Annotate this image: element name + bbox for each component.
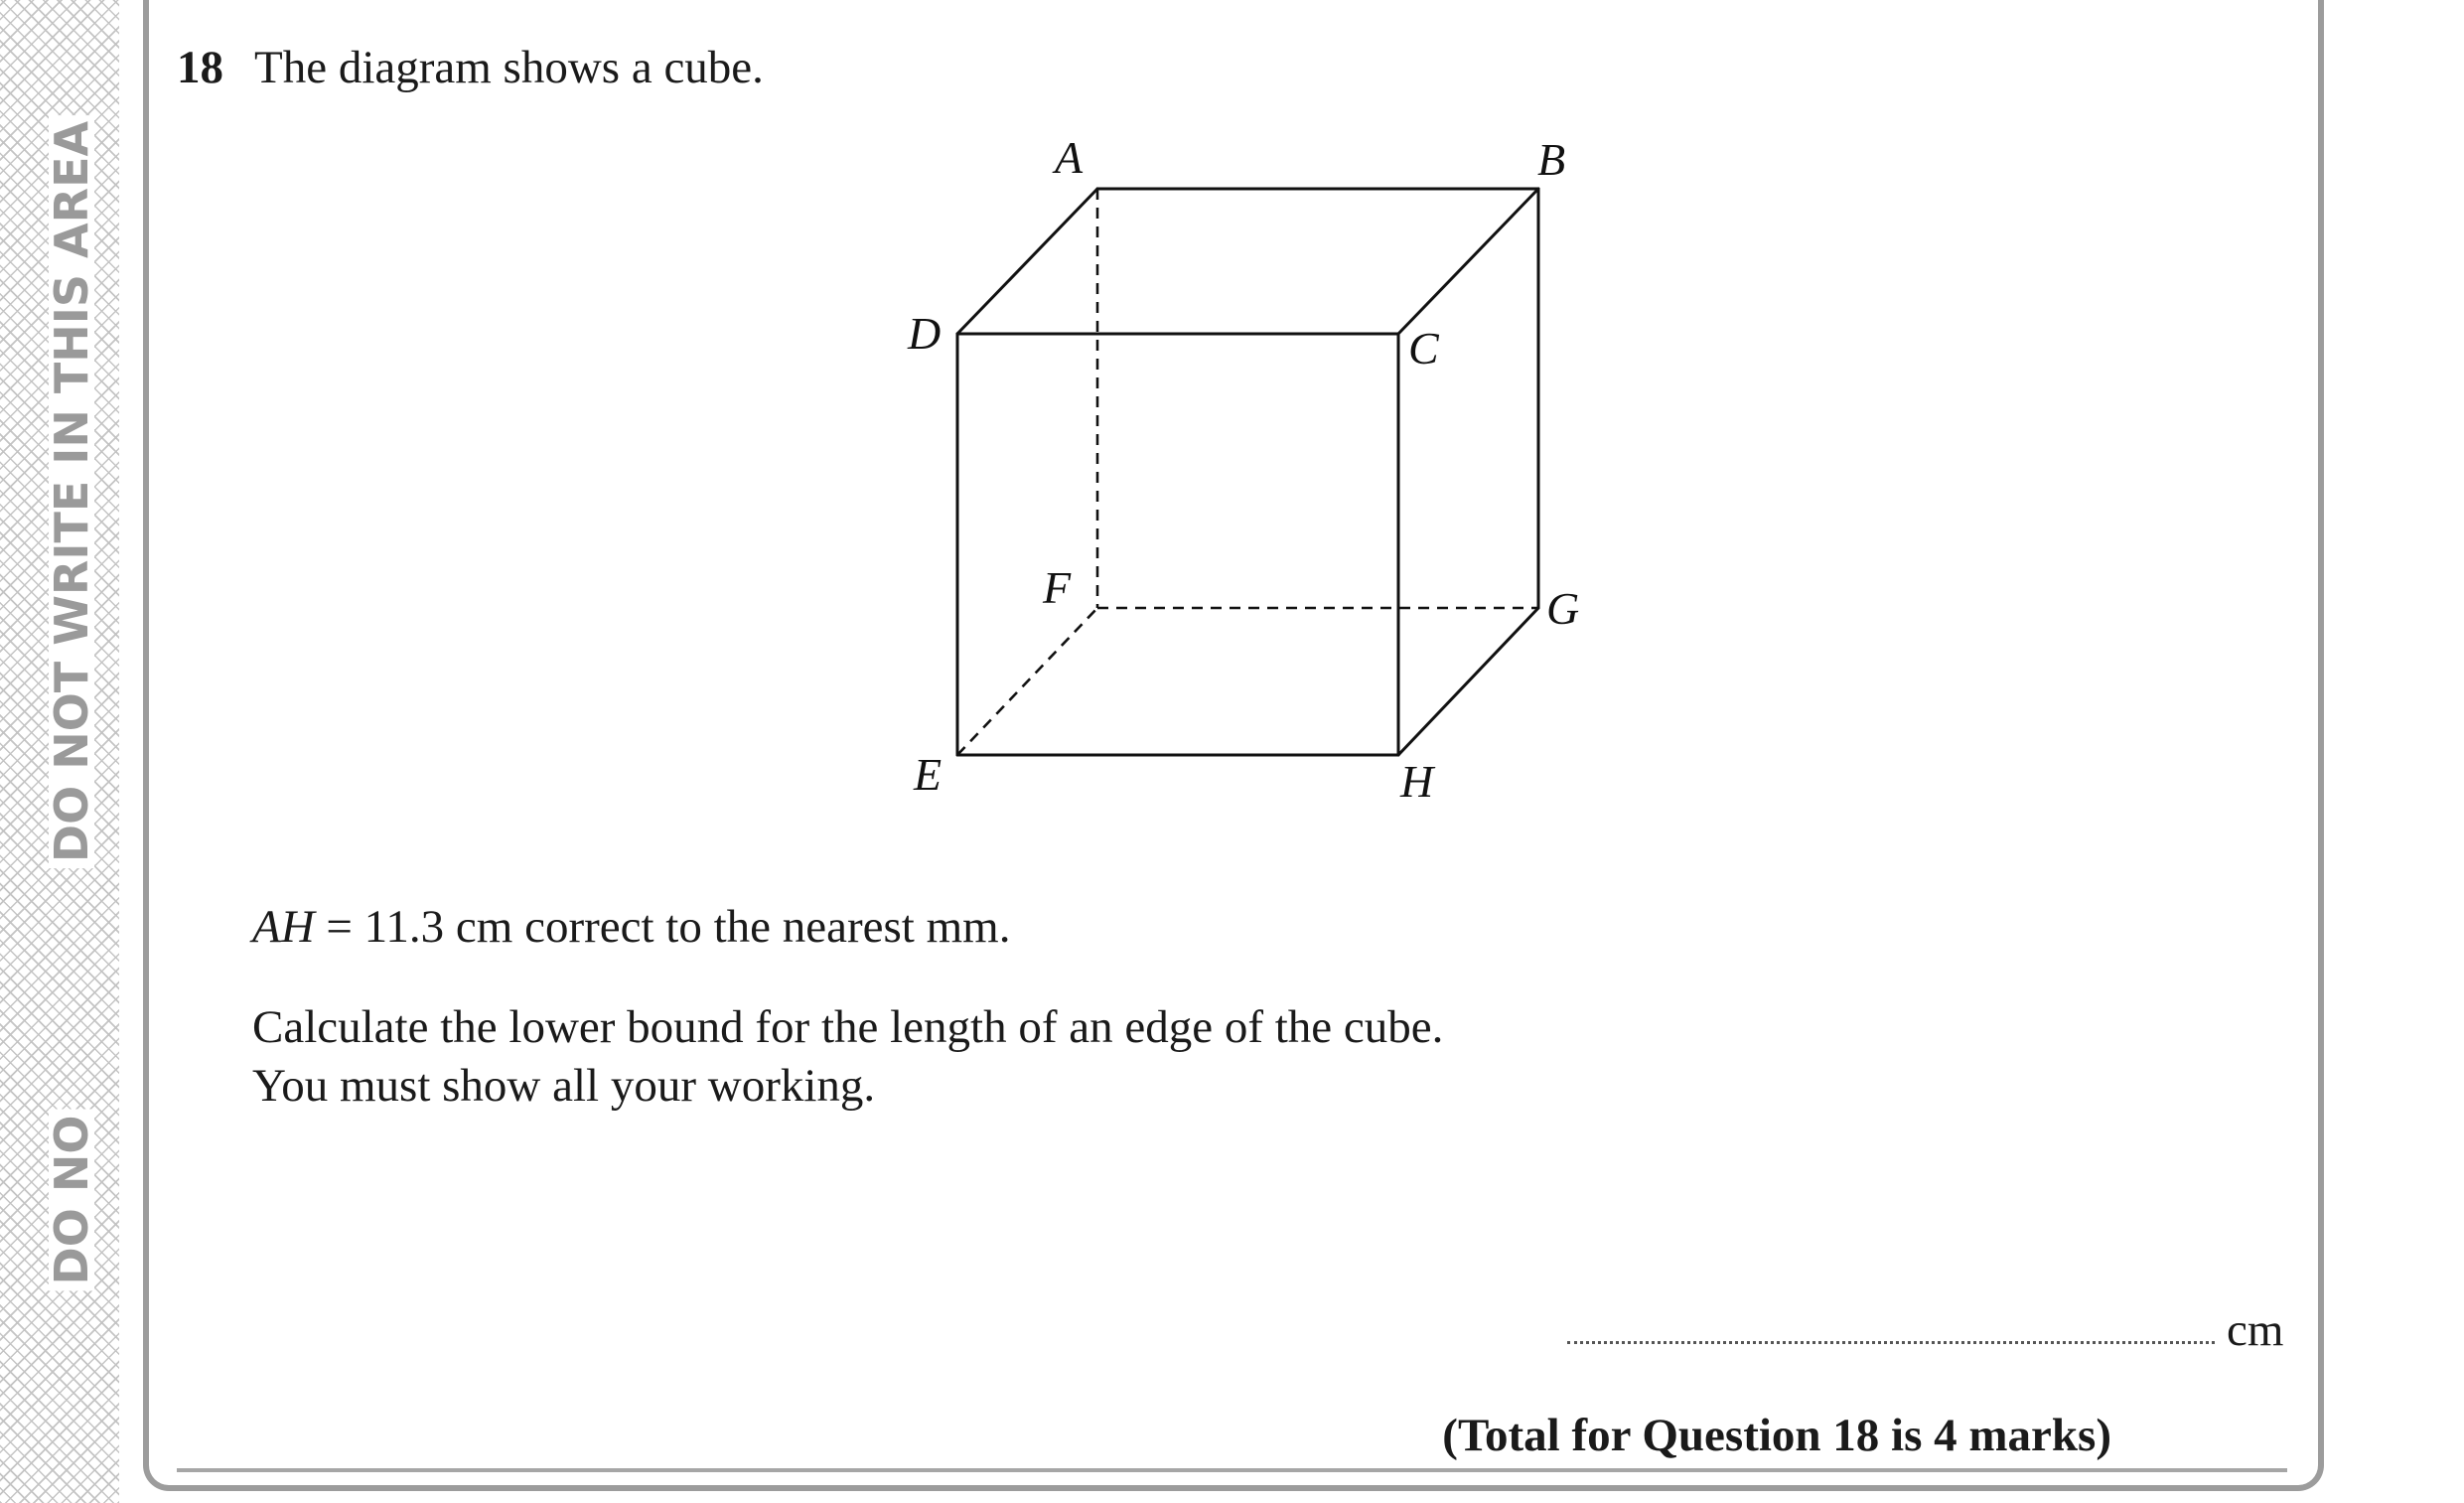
vertex-label-G: G [1546, 583, 1580, 634]
answer-line[interactable] [1567, 1341, 2215, 1344]
vertex-label-E: E [914, 749, 942, 800]
vertex-label-A: A [1055, 132, 1084, 183]
margin-warning-text: DO NOT WRITE IN THIS AREA [49, 115, 94, 868]
vertex-label-B: B [1537, 134, 1566, 185]
bottom-divider [177, 1468, 2287, 1472]
working-note: You must show all your working. [252, 1060, 876, 1112]
margin-warning-text-partial: DO NO [49, 1110, 94, 1291]
total-marks: (Total for Question 18 is 4 marks) [1442, 1410, 2111, 1461]
edge-GH [1398, 608, 1538, 755]
question-instruction: Calculate the lower bound for the length of an edge of the cube. [252, 1001, 1444, 1053]
edge-AD [957, 189, 1097, 334]
given-variable: AH [252, 901, 315, 953]
edge-EF [957, 608, 1097, 755]
vertex-label-C: C [1408, 323, 1439, 374]
given-value-text: = 11.3 cm correct to the nearest mm. [314, 901, 1011, 953]
question-intro: The diagram shows a cube. [254, 42, 764, 93]
vertex-label-H: H [1400, 756, 1434, 807]
answer-unit: cm [2227, 1304, 2284, 1356]
vertex-label-F: F [1043, 562, 1072, 613]
given-measurement [252, 899, 1010, 955]
vertex-label-D: D [908, 308, 942, 359]
edge-BC [1398, 189, 1538, 334]
question-number: 18 [177, 42, 223, 93]
